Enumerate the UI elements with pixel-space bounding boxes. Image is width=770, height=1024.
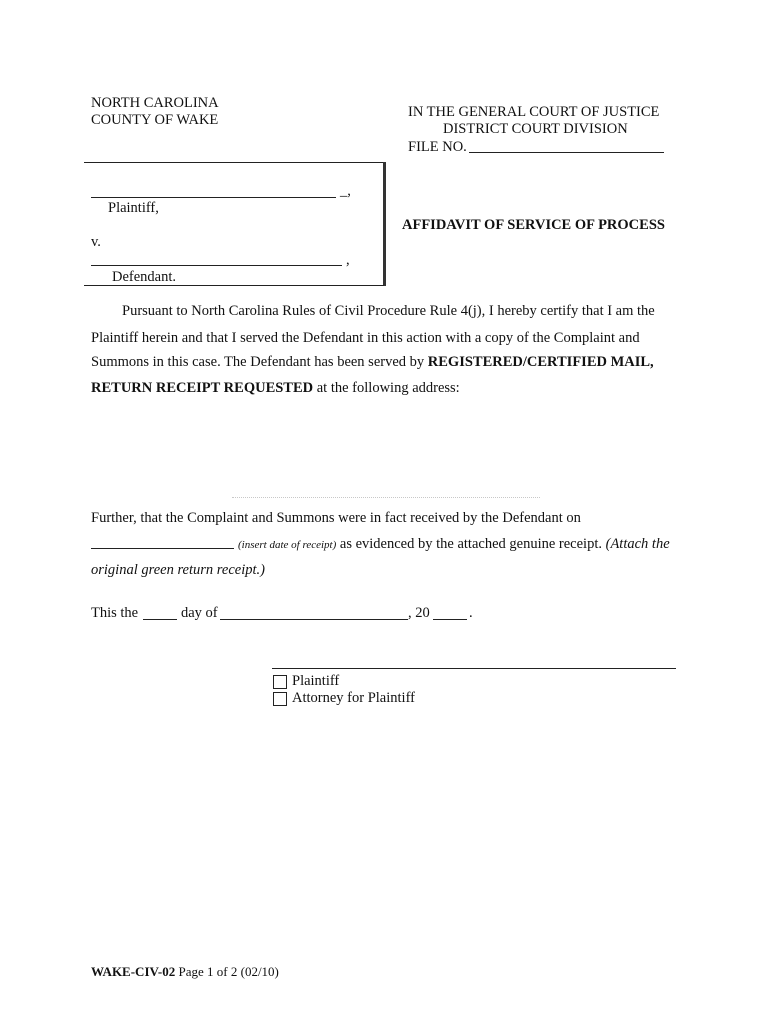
body-p2-line1: Further, that the Complaint and Summons were in fact received by the Defendant on xyxy=(91,510,581,526)
state-name: NORTH CAROLINA xyxy=(91,95,219,111)
body-p1-line4 xyxy=(91,375,460,401)
plaintiff-label: Plaintiff, xyxy=(108,200,159,216)
body-p1-line1: Pursuant to North Carolina Rules of Civil Procedure Rule 4(j), I hereby certify that I am the xyxy=(122,303,655,319)
file-no-field[interactable] xyxy=(469,152,664,153)
defendant-comma: , xyxy=(346,252,350,268)
month-field[interactable] xyxy=(220,619,408,620)
plaintiff-option-label: Plaintiff xyxy=(292,673,340,689)
body-p1-line2: Plaintiff herein and that I served the Defendant in this action with a copy of the Complaint and xyxy=(91,330,640,346)
defendant-label: Defendant. xyxy=(112,269,177,285)
body-p1-line3-text: Summons in this case. The Defendant has been served by xyxy=(91,354,428,370)
attorney-checkbox[interactable] xyxy=(273,692,287,706)
footer xyxy=(91,963,279,980)
court-division: DISTRICT COURT DIVISION xyxy=(443,121,628,137)
attorney-option-label: Attorney for Plaintiff xyxy=(292,690,415,706)
versus-label: v. xyxy=(91,234,101,250)
day-field[interactable] xyxy=(143,619,177,620)
plaintiff-checkbox[interactable] xyxy=(273,675,287,689)
plaintiff-name-field[interactable] xyxy=(91,197,336,198)
date-year-prefix: , 20 xyxy=(408,605,430,621)
signature-line[interactable] xyxy=(272,668,676,669)
body-p2-line3: original green return receipt.) xyxy=(91,562,265,578)
caption-divider xyxy=(383,162,386,286)
year-field[interactable] xyxy=(433,619,467,620)
court-name: IN THE GENERAL COURT OF JUSTICE xyxy=(408,104,660,120)
plaintiff-comma: _, xyxy=(340,183,351,199)
county-name: COUNTY OF WAKE xyxy=(91,112,219,128)
receipt-date-hint: (insert date of receipt) xyxy=(238,539,337,551)
address-separator xyxy=(232,497,540,498)
service-method: REGISTERED/CERTIFIED MAIL, xyxy=(427,354,654,370)
document-title: AFFIDAVIT OF SERVICE OF PROCESS xyxy=(402,217,665,233)
date-this-label: This the xyxy=(91,605,139,621)
body-p1-line3 xyxy=(91,349,654,375)
receipt-date-field[interactable] xyxy=(91,548,234,549)
body-p2-line2 xyxy=(238,531,670,558)
caption-top-border xyxy=(84,162,384,163)
attach-instruction: (Attach the xyxy=(605,536,670,552)
return-receipt-label: RETURN RECEIPT REQUESTED xyxy=(91,380,314,396)
date-period: . xyxy=(469,605,473,621)
body-p1-line4-text: at the following address: xyxy=(313,380,460,396)
body-p2-line2-text: as evidenced by the attached genuine receipt. xyxy=(336,536,606,552)
page-info: Page 1 of 2 (02/10) xyxy=(175,964,279,979)
date-day-of-label: day of xyxy=(181,605,218,621)
defendant-name-field[interactable] xyxy=(91,265,342,266)
form-id: WAKE-CIV-02 xyxy=(91,964,176,979)
file-no-label: FILE NO. xyxy=(408,139,467,155)
